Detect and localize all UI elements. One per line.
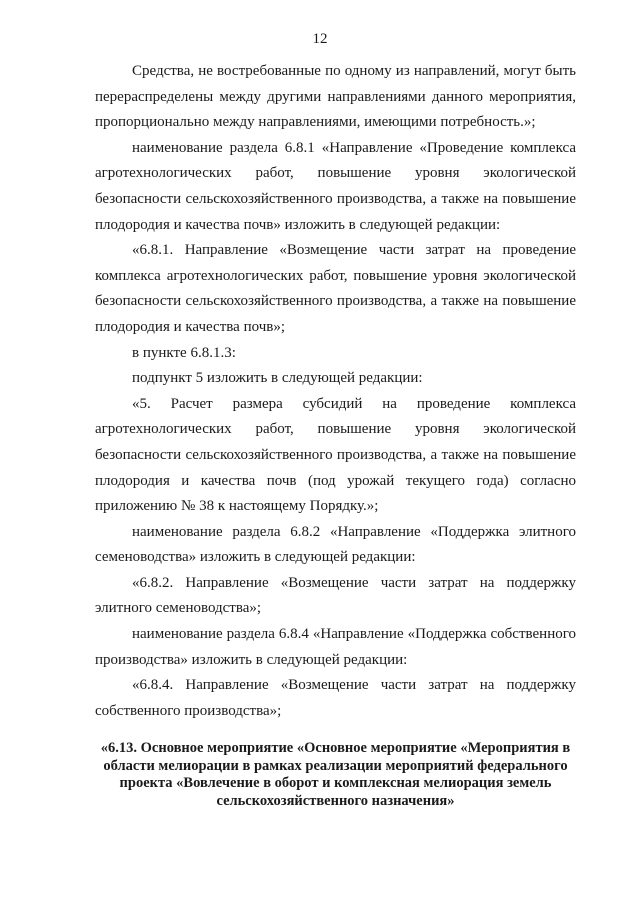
paragraph-item-6-8-1-3: в пункте 6.8.1.3: <box>132 344 236 361</box>
page-number: 12 <box>312 31 328 47</box>
paragraph-section-6-8-2-new: «6.8.2. Направление «Возмещение части затрат на поддержку элитного семеноводства»; <box>95 574 576 617</box>
paragraph-section-6-8-4-new: «6.8.4. Направление «Возмещение части затрат на поддержку собственного производства»; <box>95 677 576 719</box>
paragraph-section-6-8-1-new: «6.8.1. Направление «Возмещение части затрат на проведение комплекса агротехнологических работ, повышение уровня экологической безопасности сельскохозяйственного производства, а также на повышение плодородия и качества почв»; <box>95 242 576 335</box>
paragraph-section-6-8-2-name: наименование раздела 6.8.2 «Направление «Поддержка элитного семеноводства» изложить в следующей редакции: <box>95 523 576 566</box>
paragraph-section-6-8-4-name: наименование раздела 6.8.4 «Направление «Поддержка собственного производства» изложить в следующей редакции: <box>95 626 576 668</box>
paragraph-subitem-5-text: «5. Расчет размера субсидий на проведение комплекса агротехнологических работ, повышение уровня экологической безопасности сельскохозяйственного производства, а также на повышение плодородия и качества почв (под урожай текущего года) согласно приложению № 38 к настоящему Порядку.»; <box>95 395 576 515</box>
document-body <box>95 59 576 810</box>
paragraph-funds-redistribution: Средства, не востребованные по одному из направлений, могут быть перераспределены между другими направлениями данного мероприятия, пропорционально между направлениями, имеющими потребность.»; <box>95 63 576 131</box>
paragraph-subitem-5-intro: подпункт 5 изложить в следующей редакции: <box>132 370 423 387</box>
section-heading-6-13: «6.13. Основное мероприятие «Основное мероприятие «Мероприятия в области мелиорации в рамках реализации мероприятий федерального проекта «Вовлечение в оборот и комплексная мелиорация земель сельскохозяйственного назначения» <box>100 740 571 809</box>
paragraph-section-6-8-1-name: наименование раздела 6.8.1 «Направление «Проведение комплекса агротехнологических работ, повышение уровня экологической безопасности сельскохозяйственного производства, а также на повышение плодородия и качества почв» изложить в следующей редакции: <box>95 139 576 233</box>
